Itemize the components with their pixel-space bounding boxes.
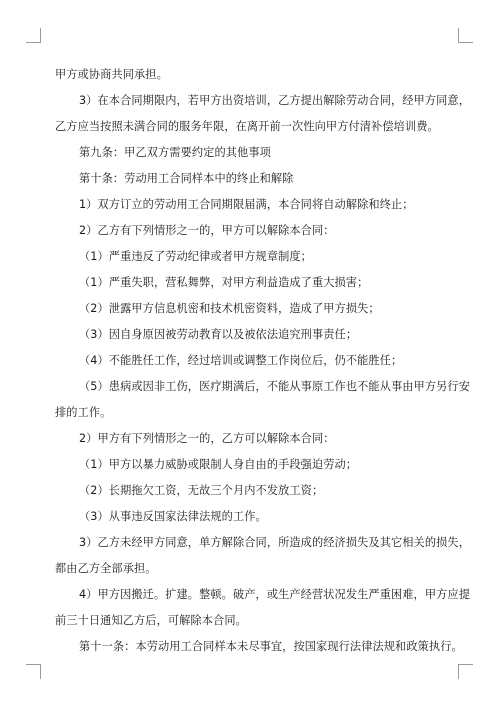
paragraph-line: （4）不能胜任工作，经过培训或调整工作岗位后，仍不能胜任； bbox=[79, 354, 403, 367]
paragraph-line: 甲方或协商共同承担。 bbox=[55, 68, 168, 81]
paragraph-line: 4）甲方因搬迁。扩建。整顿。破产，或生产经营状况发生严重困难，甲方应提 bbox=[79, 588, 470, 601]
crop-mark-bottom-left bbox=[26, 664, 41, 679]
paragraph-line: 3）在本合同期限内，若甲方出资培训，乙方提出解除劳动合同，经甲方同意， bbox=[79, 94, 470, 107]
paragraph-line: 排的工作。 bbox=[55, 406, 112, 419]
paragraph-line: 第十一条：本劳动用工合同样本未尽事宜，按国家现行法律法规和政策执行。 bbox=[79, 640, 463, 653]
paragraph-line: （1）甲方以暴力威胁或限制人身自由的手段强迫劳动； bbox=[79, 458, 358, 471]
paragraph-line: 都由乙方全部承担。 bbox=[55, 562, 157, 575]
paragraph-line: 前三十日通知乙方后，可解除本合同。 bbox=[55, 614, 247, 627]
paragraph-line: （5）患病或因非工伤，医疗期满后，不能从事原工作也不能从事由甲方另行安 bbox=[79, 380, 470, 393]
paragraph-line: （3）从事违反国家法律法规的工作。 bbox=[79, 510, 267, 523]
paragraph-line: 乙方应当按照未满合同的服务年限，在离开前一次性向甲方付清补偿培训费。 bbox=[55, 120, 439, 133]
paragraph-line: 2）乙方有下列情形之一的，甲方可以解除本合同： bbox=[79, 224, 335, 237]
document-body bbox=[55, 62, 470, 660]
paragraph-line: 2）甲方有下列情形之一的，乙方可以解除本合同： bbox=[79, 432, 335, 445]
paragraph-line: （2）泄露甲方信息机密和技术机密资料，造成了甲方损失； bbox=[79, 302, 380, 315]
crop-mark-bottom-right bbox=[458, 664, 473, 679]
crop-mark-top-left bbox=[26, 28, 41, 43]
paragraph-line: 第九条：甲乙双方需要约定的其他事项 bbox=[79, 146, 271, 159]
paragraph-line: 第十条：劳动用工合同样本中的终止和解除 bbox=[79, 172, 294, 185]
paragraph-line: （1）严重违反了劳动纪律或者甲方规章制度； bbox=[79, 250, 312, 263]
paragraph-line: （3）因自身原因被劳动教育以及被依法追究刑事责任； bbox=[79, 328, 358, 341]
paragraph-line: 1）双方订立的劳动用工合同期限届满，本合同将自动解除和终止； bbox=[79, 198, 414, 211]
paragraph-line: （1）严重失职，营私舞弊，对甲方利益造成了重大损害； bbox=[79, 276, 369, 289]
paragraph-line: （2）长期拖欠工资，无故三个月内不发放工资； bbox=[79, 484, 324, 497]
crop-mark-top-right bbox=[458, 28, 473, 43]
paragraph-line: 3）乙方未经甲方同意，单方解除合同，所造成的经济损失及其它相关的损失， bbox=[79, 536, 470, 549]
